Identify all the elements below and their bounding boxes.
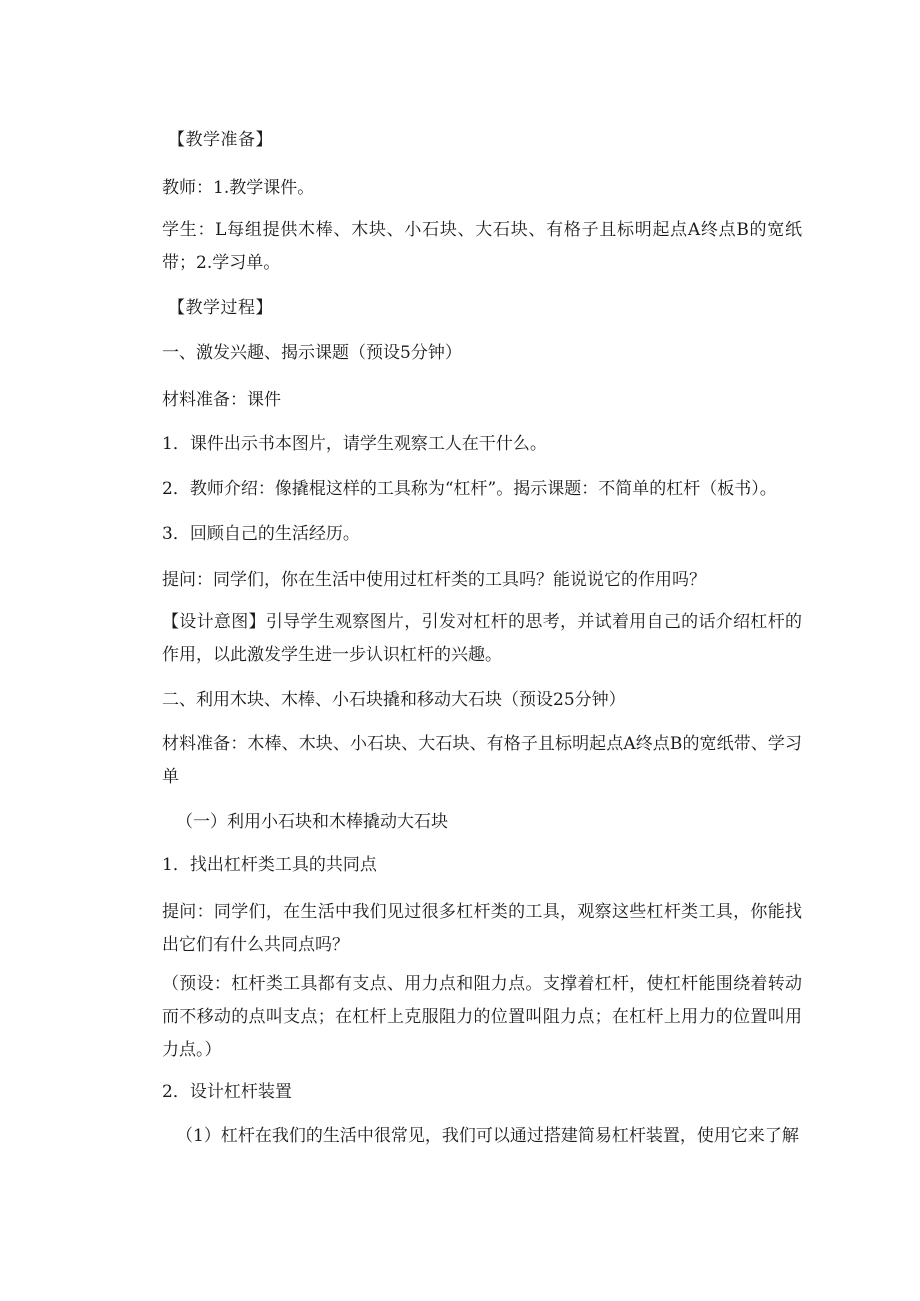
section2-title: 二、利用木块、木棒、小石块撬和移动大石块（预设25分钟）	[162, 690, 626, 710]
student-line: 学生：L每组提供木棒、木块、小石块、大石块、有格子且标明起点A终点B的宽纸带；2.学习单。	[162, 220, 802, 273]
process-heading: 【教学过程】	[168, 298, 273, 318]
section1-design-intent: 【设计意图】引导学生观察图片，引发对杠杆的思考，并试着用自己的话介绍杠杆的作用，以此激发学生进一步认识杠杆的兴趣。	[162, 612, 802, 665]
section2-step1: 1．找出杠杆类工具的共同点	[162, 855, 377, 875]
section2-question: 提问：同学们，在生活中我们见过很多杠杆类的工具，观察这些杠杆类工具，你能找出它们有什么共同点吗？	[162, 902, 802, 955]
section1-step3: 3．回顾自己的生活经历。	[162, 524, 360, 544]
teacher-line: 教师：1.教学课件。	[162, 178, 315, 198]
section1-materials: 材料准备：课件	[162, 390, 281, 410]
prep-heading: 【教学准备】	[168, 130, 273, 150]
section2-materials: 材料准备：木棒、木块、小石块、大石块、有格子且标明起点A终点B的宽纸带、学习单	[162, 734, 802, 787]
section1-title: 一、激发兴趣、揭示课题（预设5分钟）	[162, 343, 462, 363]
section1-step1: 1．课件出示书本图片，请学生观察工人在干什么。	[162, 434, 547, 454]
section2-preset: （预设：杠杆类工具都有支点、用力点和阻力点。支撑着杠杆，使杠杆能围绕着转动而不移动的点叫支点；在杠杆上克服阻力的位置叫阻力点；在杠杆上用力的位置叫用力点。）	[162, 974, 802, 1060]
section2-step2-1: （1）杠杆在我们的生活中很常见，我们可以通过搭建简易杠杆装置，使用它来了解	[176, 1126, 799, 1146]
section1-question: 提问：同学们，你在生活中使用过杠杆类的工具吗？能说说它的作用吗？	[162, 570, 706, 590]
section2-sub1: （一）利用小石块和木棒撬动大石块	[176, 812, 448, 832]
section2-step2: 2．设计杠杆装置	[162, 1082, 292, 1102]
section1-step2: 2．教师介绍：像撬棍这样的工具称为“杠杆”。揭示课题：不简单的杠杆（板书）。	[162, 479, 777, 499]
